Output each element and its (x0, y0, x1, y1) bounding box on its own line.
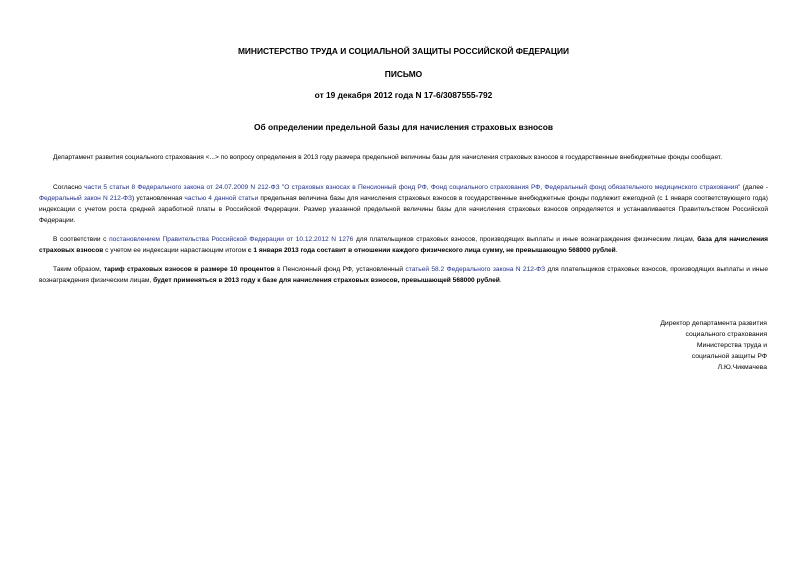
paragraph-intro-text: Департамент развития социального страхования <...> по вопросу определения в 2013 году размера предельной величины базы для начисления страховых взносов в государственные внебюджетные фонды сообщает. (53, 154, 723, 161)
link-government-decree-1276[interactable]: постановлением Правительства Российской Федерации от 10.12.2012 N 1276 (109, 236, 354, 243)
signature-name: Л.Ю.Чикмачева (717, 364, 767, 371)
text-fragment: Таким образом, (53, 266, 104, 273)
document-date-number: от 19 декабря 2012 года N 17-6/3087555-792 (314, 90, 493, 100)
text-fragment: (далее - (740, 184, 768, 191)
text-fragment: В соответствии с (53, 236, 110, 243)
bold-fragment: база для начисления страховых взносов (39, 236, 768, 254)
signature-line: социальной защиты РФ (691, 353, 767, 360)
link-article-8-part-5[interactable]: части 5 статьи 8 Федерального закона от 24.07.2009 N 212-ФЗ "О страховых взносах в Пенсионный фонд РФ, Фонд социального страхования РФ, Федеральный фонд обязательного медицинского страхования" (84, 184, 741, 191)
text-fragment: . (615, 247, 618, 254)
link-federal-law-212[interactable]: Федеральный закон N 212-ФЗ (39, 195, 133, 202)
text-fragment: . (499, 277, 502, 284)
bold-fragment: тариф страховых взносов в размере 10 процентов (103, 266, 275, 273)
paragraph-legal-basis (39, 182, 768, 226)
text-fragment: предельная величина базы для начисления страховых взносов в государственные внебюджетные фонды подлежит ежегодной (с 1 января соответствующего года) индексации с учетом роста средней заработной платы в Российской Федерации. Размер указанной предельной величины базы для начисления страховых взносов определяется и устанавливается Правительством Российской Федерации. (39, 195, 769, 224)
bold-fragment: будет применяться в 2013 году к базе для начисления страховых взносов, превышающей 568000 рублей (153, 277, 500, 284)
signature-line: Министерства труда и (696, 342, 767, 349)
signature-block (660, 318, 767, 373)
paragraph-decree (39, 234, 768, 256)
text-fragment: с учетом ее индексации нарастающим итогом (103, 247, 248, 254)
text-fragment: Согласно (53, 184, 85, 191)
link-article-58-2[interactable]: статьей 58.2 Федерального закона N 212-ФЗ (405, 266, 546, 273)
document-type: ПИСЬМО (384, 69, 423, 79)
bold-fragment: с 1 января 2013 года составит в отношении каждого физического лица сумму, не превышающую 568000 рублей (247, 247, 616, 254)
signature-line: социального страхования (685, 331, 767, 338)
text-fragment: ) установленная (132, 195, 185, 202)
text-fragment: для плательщиков страховых взносов, производящих выплаты и иные вознаграждения физическим лицам, (39, 266, 768, 284)
text-fragment: в Пенсионный фонд РФ, установленный (274, 266, 406, 273)
paragraph-intro (39, 152, 768, 163)
paragraph-conclusion (39, 264, 768, 286)
ministry-title: МИНИСТЕРСТВО ТРУДА И СОЦИАЛЬНОЙ ЗАЩИТЫ РОССИЙСКОЙ ФЕДЕРАЦИИ (237, 46, 570, 56)
text-fragment: для плательщиков страховых взносов, производящих выплаты и иные вознаграждения физическим лицам, (353, 236, 698, 243)
signature-line: Директор департамента развития (660, 320, 767, 327)
link-article-part-4[interactable]: частью 4 данной статьи (184, 195, 259, 202)
document-subject: Об определении предельной базы для начисления страховых взносов (254, 122, 553, 132)
